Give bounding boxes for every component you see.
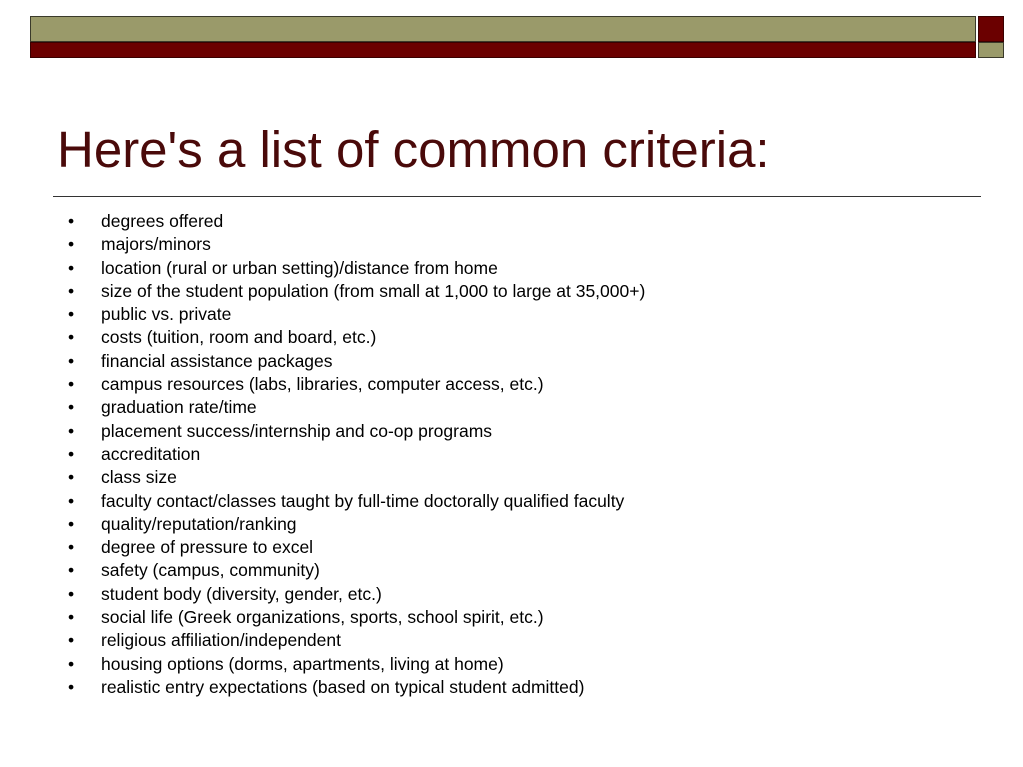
bullet-icon: • bbox=[68, 420, 75, 441]
header-band-maroon bbox=[30, 42, 976, 58]
list-item bbox=[68, 513, 645, 536]
list-item bbox=[68, 350, 645, 373]
list-item-text: financial assistance packages bbox=[101, 350, 333, 371]
list-item bbox=[68, 490, 645, 513]
list-item-text: location (rural or urban setting)/distance from home bbox=[101, 257, 498, 278]
list-item bbox=[68, 257, 645, 280]
bullet-icon: • bbox=[68, 560, 75, 581]
list-item-text: majors/minors bbox=[101, 234, 211, 255]
list-item-text: class size bbox=[101, 467, 177, 488]
header-band-olive bbox=[30, 16, 976, 42]
criteria-list bbox=[68, 210, 645, 699]
bullet-icon: • bbox=[68, 211, 75, 231]
bullet-icon: • bbox=[68, 350, 75, 371]
list-item bbox=[68, 303, 645, 326]
bullet-icon: • bbox=[68, 490, 75, 511]
list-item-text: size of the student population (from small at 1,000 to large at 35,000+) bbox=[101, 280, 646, 301]
title-divider bbox=[53, 196, 981, 197]
list-item bbox=[68, 280, 645, 303]
list-item-text: religious affiliation/independent bbox=[101, 630, 341, 651]
list-item-text: placement success/internship and co-op programs bbox=[101, 420, 493, 441]
bullet-icon: • bbox=[68, 374, 75, 395]
bullet-icon: • bbox=[68, 327, 75, 348]
list-item bbox=[68, 443, 645, 466]
corner-square-maroon bbox=[978, 16, 1004, 42]
list-item-text: campus resources (labs, libraries, computer access, etc.) bbox=[101, 374, 544, 395]
list-item bbox=[68, 583, 645, 606]
list-item-text: faculty contact/classes taught by full-time doctorally qualified faculty bbox=[101, 490, 625, 511]
list-item-text: safety (campus, community) bbox=[101, 560, 320, 581]
list-item bbox=[68, 233, 645, 256]
list-item-text: social life (Greek organizations, sports, school spirit, etc.) bbox=[101, 607, 544, 628]
bullet-icon: • bbox=[68, 513, 75, 534]
bullet-icon: • bbox=[68, 257, 75, 278]
corner-square-olive bbox=[978, 42, 1004, 58]
bullet-icon: • bbox=[68, 676, 75, 697]
bullet-icon: • bbox=[68, 304, 75, 325]
list-item bbox=[68, 466, 645, 489]
list-item-text: costs (tuition, room and board, etc.) bbox=[101, 327, 377, 348]
list-item-text: accreditation bbox=[101, 443, 201, 464]
slide-title: Here's a list of common criteria: bbox=[57, 121, 770, 178]
list-item bbox=[68, 326, 645, 349]
list-item bbox=[68, 373, 645, 396]
bullet-icon: • bbox=[68, 467, 75, 488]
list-item bbox=[68, 210, 645, 233]
bullet-icon: • bbox=[68, 583, 75, 604]
list-item-text: public vs. private bbox=[101, 304, 232, 325]
bullet-icon: • bbox=[68, 280, 75, 301]
list-item bbox=[68, 559, 645, 582]
bullet-icon: • bbox=[68, 537, 75, 558]
list-item bbox=[68, 606, 645, 629]
bullet-icon: • bbox=[68, 397, 75, 418]
list-item-text: degrees offered bbox=[101, 211, 224, 231]
bullet-icon: • bbox=[68, 653, 75, 674]
list-item-text: degree of pressure to excel bbox=[101, 537, 314, 558]
list-item bbox=[68, 653, 645, 676]
list-item-text: graduation rate/time bbox=[101, 397, 257, 418]
list-item-text: realistic entry expectations (based on typical student admitted) bbox=[101, 676, 585, 697]
list-item bbox=[68, 396, 645, 419]
list-item bbox=[68, 629, 645, 652]
list-item bbox=[68, 420, 645, 443]
bullet-icon: • bbox=[68, 630, 75, 651]
bullet-icon: • bbox=[68, 234, 75, 255]
list-item-text: housing options (dorms, apartments, living at home) bbox=[101, 653, 504, 674]
list-item bbox=[68, 536, 645, 559]
list-item-text: student body (diversity, gender, etc.) bbox=[101, 583, 382, 604]
bullet-icon: • bbox=[68, 443, 75, 464]
bullet-icon: • bbox=[68, 607, 75, 628]
list-item bbox=[68, 676, 645, 699]
list-item-text: quality/reputation/ranking bbox=[101, 513, 297, 534]
